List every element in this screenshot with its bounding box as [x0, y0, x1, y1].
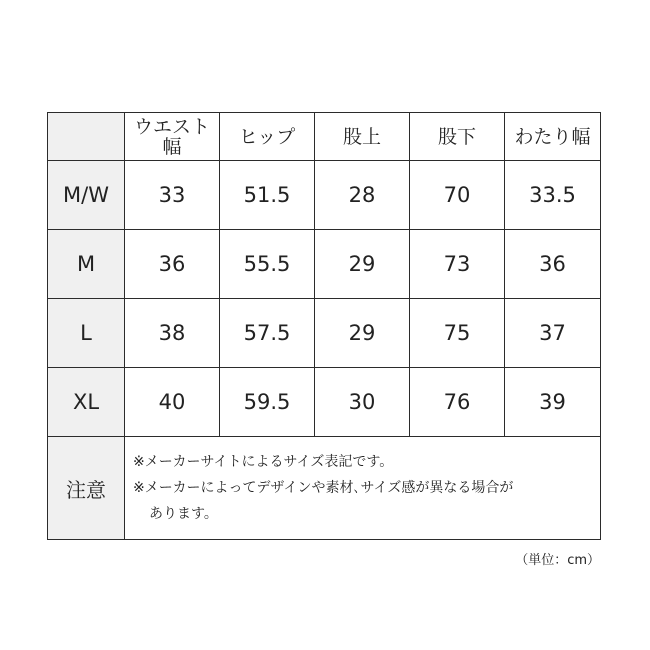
row-size-label: L	[48, 299, 125, 368]
table-cell: 40	[125, 368, 220, 437]
table-cell: 73	[410, 230, 505, 299]
header-waist-line1: ウエスト	[133, 115, 210, 138]
table-cell: 38	[125, 299, 220, 368]
table-cell: 33	[125, 161, 220, 230]
note-line: ※メーカーによってデザインや素材､サイズ感が異なる場合が	[133, 480, 514, 496]
table-cell: 36	[125, 230, 220, 299]
note-line: あります。	[149, 506, 218, 522]
header-thigh: わたり幅	[505, 113, 601, 161]
table-cell: 75	[410, 299, 505, 368]
table-cell: 55.5	[220, 230, 315, 299]
header-rise: 股上	[315, 113, 410, 161]
header-hip: ヒップ	[220, 113, 315, 161]
table-cell: 28	[315, 161, 410, 230]
table-cell: 59.5	[220, 368, 315, 437]
table-cell: 29	[315, 299, 410, 368]
table-cell: 37	[505, 299, 601, 368]
header-waist-line2: 幅	[162, 135, 182, 158]
size-table	[47, 112, 601, 540]
table-row	[48, 368, 601, 437]
row-size-label: M/W	[48, 161, 125, 230]
unit-label: （単位：cm）	[515, 553, 600, 568]
table-row	[48, 230, 601, 299]
table-cell: 70	[410, 161, 505, 230]
note-line: ※メーカーサイトによるサイズ表記です。	[133, 454, 394, 470]
table-cell: 36	[505, 230, 601, 299]
table-cell: 39	[505, 368, 601, 437]
table-cell: 33.5	[505, 161, 601, 230]
header-waist	[125, 113, 220, 161]
row-size-label: M	[48, 230, 125, 299]
note-label: 注意	[48, 437, 125, 540]
header-inseam: 股下	[410, 113, 505, 161]
table-cell: 29	[315, 230, 410, 299]
note-row	[48, 437, 601, 540]
table-cell: 30	[315, 368, 410, 437]
note-body	[125, 437, 601, 540]
header-row	[48, 113, 601, 161]
table-cell: 57.5	[220, 299, 315, 368]
table-cell: 76	[410, 368, 505, 437]
header-corner-cell	[48, 113, 125, 161]
row-size-label: XL	[48, 368, 125, 437]
table-row	[48, 299, 601, 368]
table-cell: 51.5	[220, 161, 315, 230]
table-row	[48, 161, 601, 230]
